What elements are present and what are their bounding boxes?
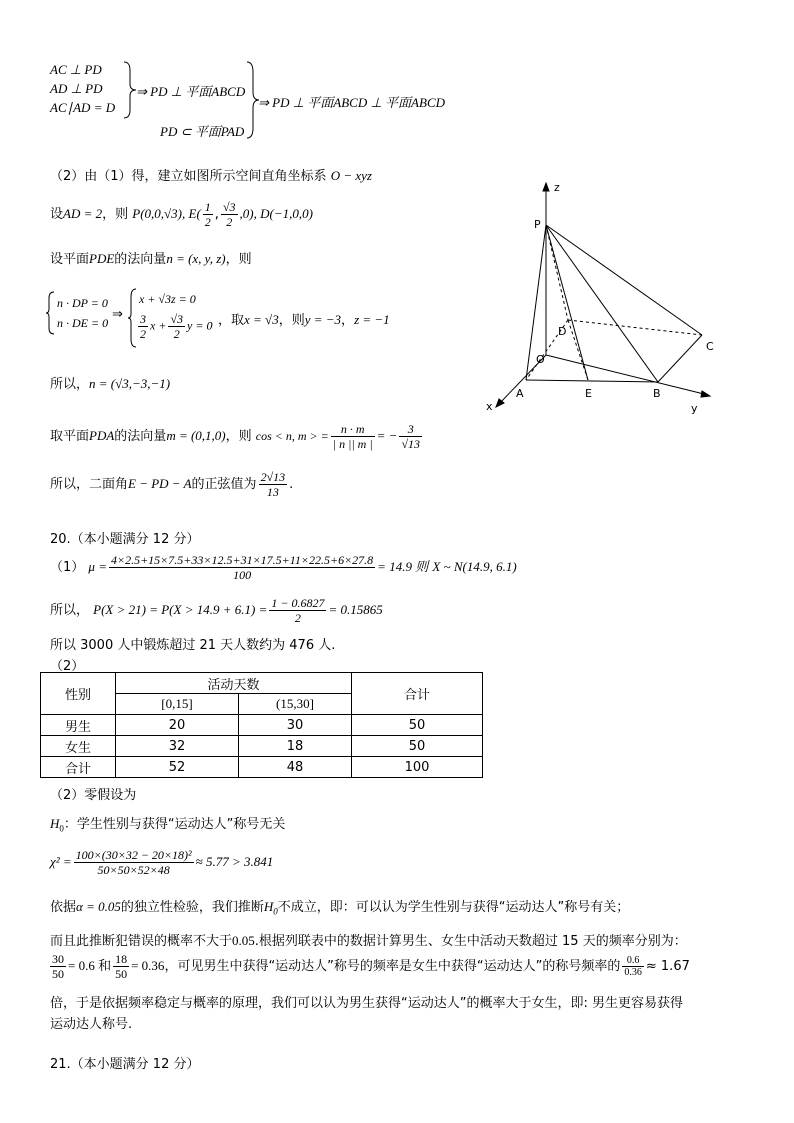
label-y: y (691, 402, 698, 415)
cos-eq: = − (376, 428, 398, 443)
header-days: 活动天数 (116, 673, 352, 694)
label-b: B (653, 387, 661, 400)
z-arrow (543, 183, 549, 191)
prob-line (50, 596, 383, 625)
normal-m-mid: 的法向量 (114, 429, 167, 444)
final-line-2: 运动达人称号. (50, 1017, 133, 1032)
f2-num: 18 (115, 952, 128, 966)
cell-total: 100 (352, 757, 483, 778)
cell-a: 32 (116, 736, 239, 757)
prob-lhs: P(X > 21) = P(X > 14.9 + 6.1) = (93, 602, 268, 617)
header-total: 合计 (352, 673, 483, 715)
header-gender: 性别 (41, 673, 116, 715)
point-p: P(0,0,√3), E( (132, 206, 201, 221)
e-x-den: 2 (204, 215, 211, 229)
test-c: 不成立，即：可以认为学生性别与获得“运动达人”称号有关； (277, 900, 630, 915)
edge-dc (568, 320, 702, 335)
sys-implies: ⇒ (112, 306, 123, 321)
table-row (41, 715, 483, 736)
points-rest: ,0), D(−1,0,0) (239, 206, 313, 221)
e-y-num: √3 (222, 200, 236, 214)
sys-r2-b-num: √3 (170, 312, 184, 326)
mu-lhs: μ = (88, 559, 107, 574)
error-line (50, 930, 687, 949)
e-y-frac (221, 200, 238, 229)
proof-line-1: AC ⊥ PD (50, 62, 102, 77)
f1-den: 50 (52, 967, 64, 981)
take-plane: 取平面 (50, 429, 90, 444)
n-result: n = (√3,−3,−1) (89, 376, 171, 391)
coordinate-system: O − xyz (330, 168, 372, 183)
x-value: x = √3 (244, 312, 279, 327)
test-b: 的独立性检验，我们推断 (120, 900, 264, 915)
row-label: 男生 (41, 715, 116, 736)
cos-val-den: √13 (401, 437, 421, 451)
q20-heading: 20.（本小题满分 12 分） (50, 532, 200, 547)
proof-middle: ⇒ PD ⊥ 平面ABCD (136, 84, 246, 99)
cell-b: 48 (239, 757, 352, 778)
so-label: 所以， (50, 377, 90, 392)
sys-r2-frac-a (138, 312, 148, 341)
m-vector-line (50, 422, 424, 451)
set-prefix: 设 (50, 207, 64, 222)
y-arrow (701, 391, 710, 397)
cell-a: 52 (116, 757, 239, 778)
mu-den: 100 (233, 568, 252, 582)
label-z: z (554, 181, 560, 194)
plane-pde: PDE (89, 251, 115, 266)
comma: ， (341, 313, 355, 328)
edge-pc (546, 225, 702, 335)
f2-frac (113, 952, 129, 981)
f1-val: = 0.6 和 (68, 958, 112, 973)
cos-num: n · m (331, 422, 375, 437)
prob-frac (269, 596, 326, 625)
chi-frac (74, 848, 194, 877)
cell-total: 50 (352, 715, 483, 736)
err-val: 0.05 (232, 933, 255, 948)
z-value: z = −1 (354, 312, 390, 327)
row-label: 女生 (41, 736, 116, 757)
label-d: D (558, 325, 567, 338)
final-line-1: 倍，于是依据频率稳定与概率的原理，我们可以认为男生获得“运动达人”的概率大于女生，即: 男生更容易获得 (50, 996, 683, 1011)
chi-num: 100×(30×32 − 20×18)² (75, 848, 192, 862)
subheader-15-30: (15,30] (239, 694, 352, 715)
period: . (289, 477, 294, 492)
h0-text: ：学生性别与获得“运动达人”称号无关 (63, 817, 286, 832)
count-text: 所以 3000 人中锻炼超过 21 天人数约为 476 人. (50, 638, 336, 653)
part2-heading-text: （2）由（1）得，建立如图所示空间直角坐标系 (50, 169, 327, 184)
cell-b: 18 (239, 736, 352, 757)
label-x: x (486, 400, 493, 413)
edge-bc (658, 335, 702, 382)
label-a: A (516, 387, 524, 400)
prob-val: = 0.15865 (328, 602, 383, 617)
ad-value: AD = 2 (63, 206, 103, 221)
sys-left-1: n · DP = 0 (57, 296, 108, 310)
conclusion-prefix: 所以，二面角 (50, 477, 129, 492)
cell-total: 50 (352, 736, 483, 757)
sys-r2-b-den: 2 (173, 327, 180, 341)
edge-pd (546, 225, 568, 320)
contingency-table (40, 672, 483, 778)
table-row (41, 736, 483, 757)
h0-line (50, 813, 285, 834)
dihedral-angle: E − PD − A (128, 476, 192, 491)
then-y: ，则 (278, 313, 305, 328)
geometry-figure (478, 175, 728, 420)
ratio-val: ≈ 1.67 (645, 959, 690, 974)
plane-pda: PDA (89, 428, 115, 443)
n-result-line (50, 373, 170, 392)
sine-frac (259, 470, 288, 499)
sys-r2-frac-b (168, 312, 185, 341)
p2-label: （2） (50, 659, 85, 674)
e-x-num: 1 (204, 200, 211, 214)
sys-right-2 (136, 312, 212, 341)
label-e: E (585, 387, 592, 400)
sys-r2-end: y = 0 (187, 318, 213, 333)
e-x-frac (203, 200, 213, 229)
chi-line (50, 848, 273, 877)
ratio-den: 0.36 (624, 967, 642, 978)
table-row (41, 757, 483, 778)
frequency-line (48, 952, 690, 981)
take-x: ，取 (218, 313, 245, 328)
label-c: C (706, 340, 714, 353)
h0-subscript: 0 (59, 823, 64, 834)
table-header-row (41, 673, 483, 694)
e-y-den: 2 (226, 215, 233, 229)
err-a: 而且此推断犯错误的概率不大于 (50, 934, 233, 949)
cos-expr: cos < n, m > = (255, 429, 329, 443)
sine-den: 13 (266, 485, 279, 499)
y-value: y = −3 (304, 312, 342, 327)
mu-num: 4×2.5+15×7.5+33×12.5+31×17.5+11×22.5+6×27.8 (110, 553, 374, 567)
f2-den: 50 (115, 967, 128, 981)
then-cos: ，则 (225, 429, 252, 444)
h0-symbol: H (50, 816, 60, 831)
sys-r2-a-num: 3 (140, 312, 146, 326)
chi-lhs: χ² = (50, 854, 72, 869)
sys-left-brace (46, 290, 56, 336)
set-ad-line: 设AD = 2，则 P(0,0,√3), E( $\frac{1}{2}$ , $\frac{√3}{2}$ ,0), D(−1,0,0) (50, 200, 313, 229)
row-label: 合计 (41, 757, 116, 778)
edge-de (568, 320, 588, 380)
sine-num: 2√13 (260, 470, 286, 484)
mu-line (50, 553, 517, 582)
proof-right: ⇒ PD ⊥ 平面ABCD ⊥ 平面ABCD (258, 95, 446, 110)
proof-line-3: AC∣AD = D (50, 100, 116, 115)
err-b: .根据列联表中的数据计算男生、女生中活动天数超过 15 天的频率分别为： (254, 934, 687, 949)
normal-n: n = (x, y, z) (166, 251, 226, 266)
set-then: ，则 (102, 207, 129, 222)
y-axis (546, 355, 708, 395)
sys-r2-mid: x + (150, 318, 167, 333)
test-line: 依据α = 0.05的独立性检验，我们推断$H_0$不成立，即：可以认为学生性别与获得“运动达人”称号有关； (50, 899, 630, 917)
normal-suffix: ，则 (225, 252, 252, 267)
proof-line-2: AD ⊥ PD (50, 81, 103, 96)
hypothesis-label: （2）零假设为 (50, 788, 137, 803)
label-p: P (534, 218, 541, 231)
chi-rhs: ≈ 5.77 > 3.841 (195, 854, 274, 869)
q21-heading: 21.（本小题满分 12 分） (50, 1057, 200, 1072)
prob-num: 1 − 0.6827 (271, 596, 325, 610)
ratio-num: 0.6 (622, 955, 644, 967)
label-o: O (536, 353, 545, 366)
normal-pde-line (50, 248, 252, 267)
sine-conclusion (50, 470, 293, 499)
sys-solution (218, 309, 390, 328)
conclusion-mid: 的正弦值为 (191, 477, 257, 492)
test-a: 依据 (50, 900, 77, 915)
f2-val: = 0.36 (131, 958, 165, 973)
normal-prefix: 设平面 (50, 252, 90, 267)
mu-frac (109, 553, 375, 582)
distribution: X ~ N(14.9, 6.1) (432, 559, 517, 574)
prob-so-label: 所以， (50, 603, 90, 618)
sys-left-2: n · DE = 0 (57, 316, 109, 330)
sys-r2-a-den: 2 (140, 327, 146, 341)
m-vector: m = (0,1,0) (166, 428, 226, 443)
p1-label: （1） (50, 560, 85, 575)
frequency-text: ，可见男生中获得“运动达人”称号的频率是女生中获得“运动达人”的称号频率的 (164, 959, 621, 974)
cos-val-frac (399, 422, 422, 451)
proof-line-4: PD ⊂ 平面PAD (160, 124, 245, 139)
f1-frac (50, 952, 66, 981)
cell-b: 30 (239, 715, 352, 736)
cell-a: 20 (116, 715, 239, 736)
alpha: α = 0.05 (76, 899, 121, 914)
cos-val-num: 3 (399, 422, 422, 437)
normal-mid: 的法向量 (114, 252, 167, 267)
sys-right-1: x + √3z = 0 (139, 292, 196, 306)
cos-den: | n || m | (332, 437, 373, 451)
ratio-frac (622, 955, 644, 978)
chi-den: 50×50×52×48 (97, 863, 170, 877)
edge-ab (526, 380, 658, 382)
f1-num: 30 (52, 952, 64, 966)
part2-heading (50, 165, 372, 184)
prob-den: 2 (294, 611, 301, 625)
cos-frac (331, 422, 375, 451)
subheader-0-15: [0,15] (116, 694, 239, 715)
mu-eq: = 14.9 则 (377, 559, 429, 574)
edge-pb (546, 225, 658, 382)
